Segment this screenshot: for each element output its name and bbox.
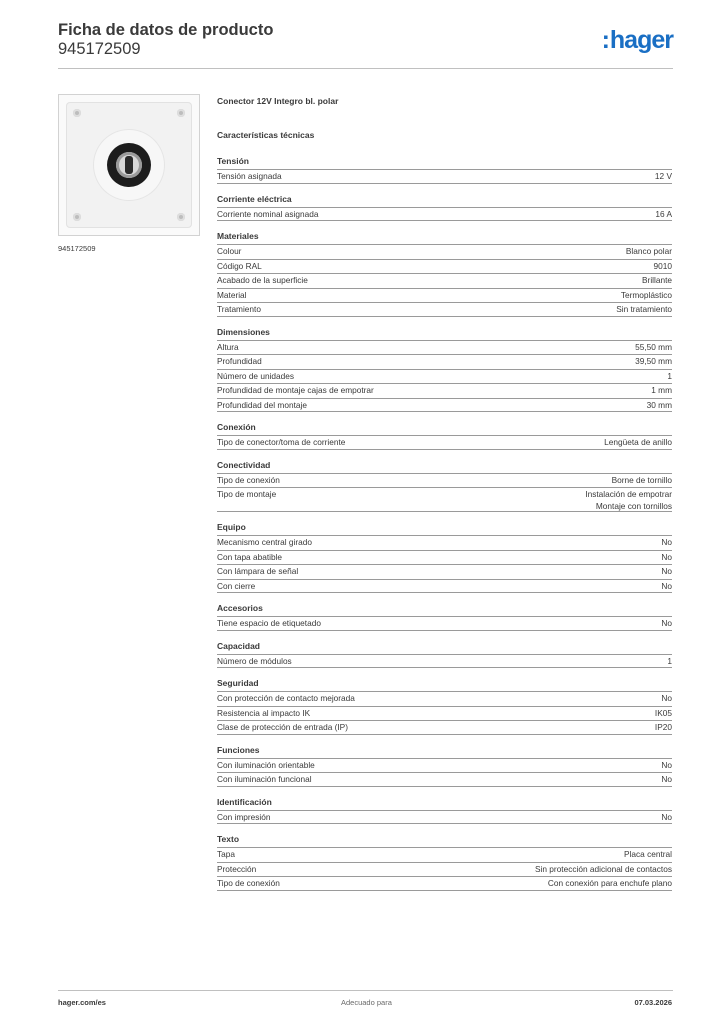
spec-value: Termoplástico bbox=[620, 289, 672, 300]
footer-note: Adecuado para bbox=[341, 998, 392, 1007]
spec-label: Colour bbox=[217, 246, 242, 256]
spec-row bbox=[217, 616, 672, 631]
tech-heading: Características técnicas bbox=[217, 130, 315, 140]
header-divider bbox=[58, 68, 673, 69]
spec-value: No bbox=[661, 811, 672, 822]
spec-value: 39,50 mm bbox=[635, 356, 672, 366]
spec-row bbox=[217, 273, 672, 288]
spec-row bbox=[217, 487, 672, 512]
spec-value-line: Montaje con tornillos bbox=[595, 500, 672, 511]
spec-label: Clase de protección de entrada (IP) bbox=[217, 722, 348, 732]
spec-value: Sin tratamiento bbox=[616, 304, 672, 314]
section-title: Equipo bbox=[217, 522, 246, 532]
spec-label: Tipo de montaje bbox=[217, 489, 277, 499]
product-name: Conector 12V Integro bl. polar bbox=[217, 96, 339, 106]
page-title: Ficha de datos de producto bbox=[58, 21, 274, 39]
spec-label: Con iluminación orientable bbox=[217, 759, 315, 770]
spec-value: Brillante bbox=[642, 275, 672, 285]
spec-row bbox=[217, 535, 672, 550]
spec-label: Con protección de contacto mejorada bbox=[217, 693, 355, 703]
spec-row bbox=[217, 706, 672, 721]
spec-row bbox=[217, 398, 672, 413]
spec-label: Con iluminación funcional bbox=[217, 774, 312, 784]
spec-label: Con tapa abatible bbox=[217, 551, 283, 562]
spec-row bbox=[217, 302, 672, 317]
product-image bbox=[58, 94, 200, 236]
footer-divider bbox=[58, 990, 673, 991]
spec-row bbox=[217, 564, 672, 579]
section-title: Accesorios bbox=[217, 603, 263, 613]
spec-value: 9010 bbox=[653, 260, 672, 271]
spec-value: No bbox=[661, 774, 672, 784]
document-header bbox=[58, 21, 273, 59]
footer-website: hager.com/es bbox=[58, 998, 106, 1007]
spec-row bbox=[217, 691, 672, 706]
spec-row bbox=[217, 654, 672, 669]
screw-icon bbox=[73, 213, 81, 221]
spec-value: No bbox=[661, 537, 672, 547]
spec-label: Con cierre bbox=[217, 580, 256, 591]
spec-value: 16 A bbox=[655, 208, 672, 219]
spec-label: Número de módulos bbox=[217, 655, 292, 666]
hager-logo: :hager bbox=[601, 26, 673, 54]
section-title: Identificación bbox=[217, 796, 272, 807]
spec-label: Tipo de conexión bbox=[217, 878, 280, 888]
spec-label: Con impresión bbox=[217, 811, 271, 822]
spec-row bbox=[217, 473, 672, 488]
spec-value: Blanco polar bbox=[625, 246, 672, 256]
section-title: Corriente eléctrica bbox=[217, 193, 292, 204]
spec-value: Con conexión para enchufe plano bbox=[547, 878, 672, 888]
cover-plate bbox=[66, 102, 192, 228]
spec-value: 1 bbox=[667, 655, 672, 666]
spec-label: Corriente nominal asignada bbox=[217, 208, 319, 219]
spec-row bbox=[217, 550, 672, 565]
spec-row bbox=[217, 847, 672, 862]
spec-value: No bbox=[661, 618, 672, 628]
spec-row bbox=[217, 244, 672, 259]
spec-label: Código RAL bbox=[217, 260, 262, 271]
spec-value: 12 V bbox=[654, 171, 672, 181]
spec-row bbox=[217, 259, 672, 274]
spec-row bbox=[217, 340, 672, 355]
socket-icon bbox=[107, 143, 151, 187]
section-title: Dimensiones bbox=[217, 326, 270, 337]
spec-value: Lengüeta de anillo bbox=[604, 437, 672, 447]
section-title: Materiales bbox=[217, 231, 259, 241]
spec-value: No bbox=[661, 759, 672, 770]
product-number: 945172509 bbox=[58, 40, 141, 58]
spec-value: 1 mm bbox=[651, 385, 672, 395]
spec-label: Acabado de la superficie bbox=[217, 275, 308, 285]
spec-value: IP20 bbox=[654, 722, 672, 732]
section-title: Conexión bbox=[217, 422, 256, 432]
spec-row bbox=[217, 369, 672, 384]
screw-icon bbox=[177, 109, 185, 117]
section-title: Capacidad bbox=[217, 640, 260, 651]
spec-label: Tipo de conexión bbox=[217, 474, 280, 485]
spec-row bbox=[217, 758, 672, 773]
spec-value: 30 mm bbox=[646, 399, 672, 410]
spec-label: Profundidad de montaje cajas de empotrar bbox=[217, 385, 374, 395]
spec-value: 55,50 mm bbox=[635, 341, 672, 352]
spec-row bbox=[217, 288, 672, 303]
spec-row bbox=[217, 876, 672, 891]
spec-label: Tratamiento bbox=[217, 304, 261, 314]
spec-value: No bbox=[661, 580, 672, 591]
spec-value: No bbox=[661, 551, 672, 562]
spec-label: Altura bbox=[217, 341, 239, 352]
spec-row bbox=[217, 720, 672, 735]
spec-label: Resistencia al impacto IK bbox=[217, 707, 311, 718]
spec-value: Placa central bbox=[624, 849, 672, 859]
image-caption: 945172509 bbox=[58, 244, 96, 253]
spec-label: Protección bbox=[217, 863, 257, 874]
spec-value: 1 bbox=[667, 370, 672, 381]
spec-label: Tipo de conector/toma de corriente bbox=[217, 437, 346, 447]
spec-row bbox=[217, 354, 672, 369]
spec-label: Tensión asignada bbox=[217, 171, 282, 181]
spec-row bbox=[217, 435, 672, 450]
section-title: Texto bbox=[217, 834, 240, 844]
spec-value: Borne de tornillo bbox=[611, 474, 672, 485]
spec-label: Mecanismo central girado bbox=[217, 537, 312, 547]
spec-value: Sin protección adicional de contactos bbox=[535, 863, 672, 874]
section-title: Funciones bbox=[217, 744, 260, 755]
footer-date: 07.03.2026 bbox=[634, 998, 672, 1007]
spec-row bbox=[217, 772, 672, 787]
spec-label: Material bbox=[217, 289, 247, 300]
spec-value: IK05 bbox=[654, 707, 672, 718]
spec-label: Profundidad del montaje bbox=[217, 399, 307, 410]
spec-row bbox=[217, 169, 672, 184]
spec-row bbox=[217, 579, 672, 594]
spec-value: No bbox=[661, 566, 672, 576]
screw-icon bbox=[73, 109, 81, 117]
spec-row bbox=[217, 810, 672, 825]
spec-row bbox=[217, 383, 672, 398]
spec-label: Tapa bbox=[217, 849, 235, 859]
section-title: Seguridad bbox=[217, 678, 259, 688]
screw-icon bbox=[177, 213, 185, 221]
section-title: Tensión bbox=[217, 156, 249, 166]
center-disc bbox=[94, 130, 164, 200]
spec-label: Con lámpara de señal bbox=[217, 566, 299, 576]
spec-value bbox=[585, 489, 672, 512]
spec-row bbox=[217, 207, 672, 222]
spec-value-line: Instalación de empotrar bbox=[585, 489, 672, 499]
spec-label: Profundidad bbox=[217, 356, 262, 366]
spec-value: No bbox=[661, 693, 672, 703]
spec-row bbox=[217, 862, 672, 877]
section-title: Conectividad bbox=[217, 459, 271, 470]
logo-text: hager bbox=[609, 26, 673, 54]
spec-label: Tiene espacio de etiquetado bbox=[217, 618, 321, 628]
spec-label: Número de unidades bbox=[217, 370, 295, 381]
